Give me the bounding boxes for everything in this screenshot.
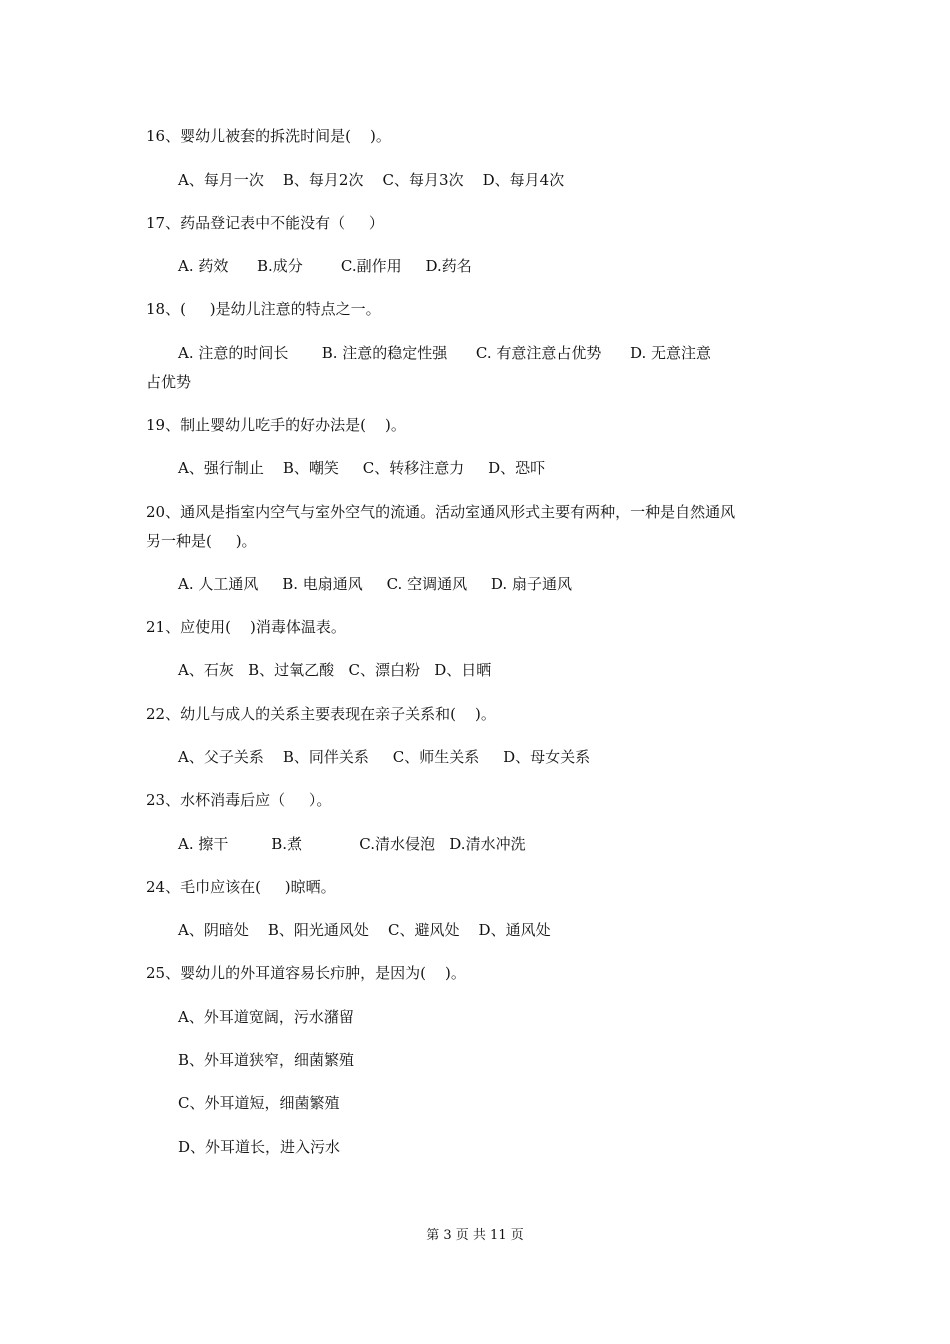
question-20-options: A. 人工通风 B. 电扇通风 C. 空调通风 D. 扇子通风 [178, 575, 572, 593]
question-22-stem: 22、幼儿与成人的关系主要表现在亲子关系和( )。 [146, 705, 496, 723]
question-22-options: A、父子关系 B、同伴关系 C、师生关系 D、母女关系 [178, 748, 591, 766]
question-25-option-a: A、外耳道宽阔，污水潴留 [178, 1008, 354, 1026]
question-16-options: A、每月一次 B、每月2次 C、每月3次 D、每月4次 [178, 171, 565, 189]
question-16-stem: 16、婴幼儿被套的拆洗时间是( )。 [146, 127, 391, 145]
question-25-option-d: D、外耳道长，进入污水 [178, 1138, 341, 1156]
question-23-options: A. 擦干 B.煮 C.清水侵泡 D.清水冲洗 [178, 835, 526, 853]
question-25-option-b: B、外耳道狭窄，细菌繁殖 [178, 1051, 355, 1069]
question-17-stem: 17、药品登记表中不能没有（ ） [146, 214, 384, 232]
question-19-options: A、强行制止 B、嘲笑 C、转移注意力 D、恐吓 [178, 459, 546, 477]
question-23-stem: 23、水杯消毒后应（ ）。 [146, 791, 332, 809]
question-25-option-c: C、外耳道短，细菌繁殖 [178, 1094, 340, 1112]
question-24-options: A、阴暗处 B、阳光通风处 C、避风处 D、通风处 [178, 921, 551, 939]
question-19-stem: 19、制止婴幼儿吃手的好办法是( )。 [146, 416, 406, 434]
question-25-stem: 25、婴幼儿的外耳道容易长疖肿，是因为( )。 [146, 964, 466, 982]
page-footer: 第 3 页 共 11 页 [426, 1228, 524, 1243]
question-18-options: A. 注意的时间长 B. 注意的稳定性强 C. 有意注意占优势 D. 无意注意 [178, 344, 712, 362]
question-17-options: A. 药效 B.成分 C.副作用 D.药名 [178, 257, 472, 275]
question-20-stem: 20、通风是指室内空气与室外空气的流通。活动室通风形式主要有两种，一种是自然通风 [146, 503, 736, 521]
question-21-options: A、石灰 B、过氧乙酸 C、漂白粉 D、日晒 [178, 661, 492, 679]
question-18-stem: 18、( )是幼儿注意的特点之一。 [146, 300, 381, 318]
question-21-stem: 21、应使用( )消毒体温表。 [146, 618, 346, 636]
question-24-stem: 24、毛巾应该在( )晾晒。 [146, 878, 336, 896]
question-20-stem-continued: 另一种是( )。 [146, 532, 257, 550]
question-18-options-continued: 占优势 [146, 373, 192, 391]
